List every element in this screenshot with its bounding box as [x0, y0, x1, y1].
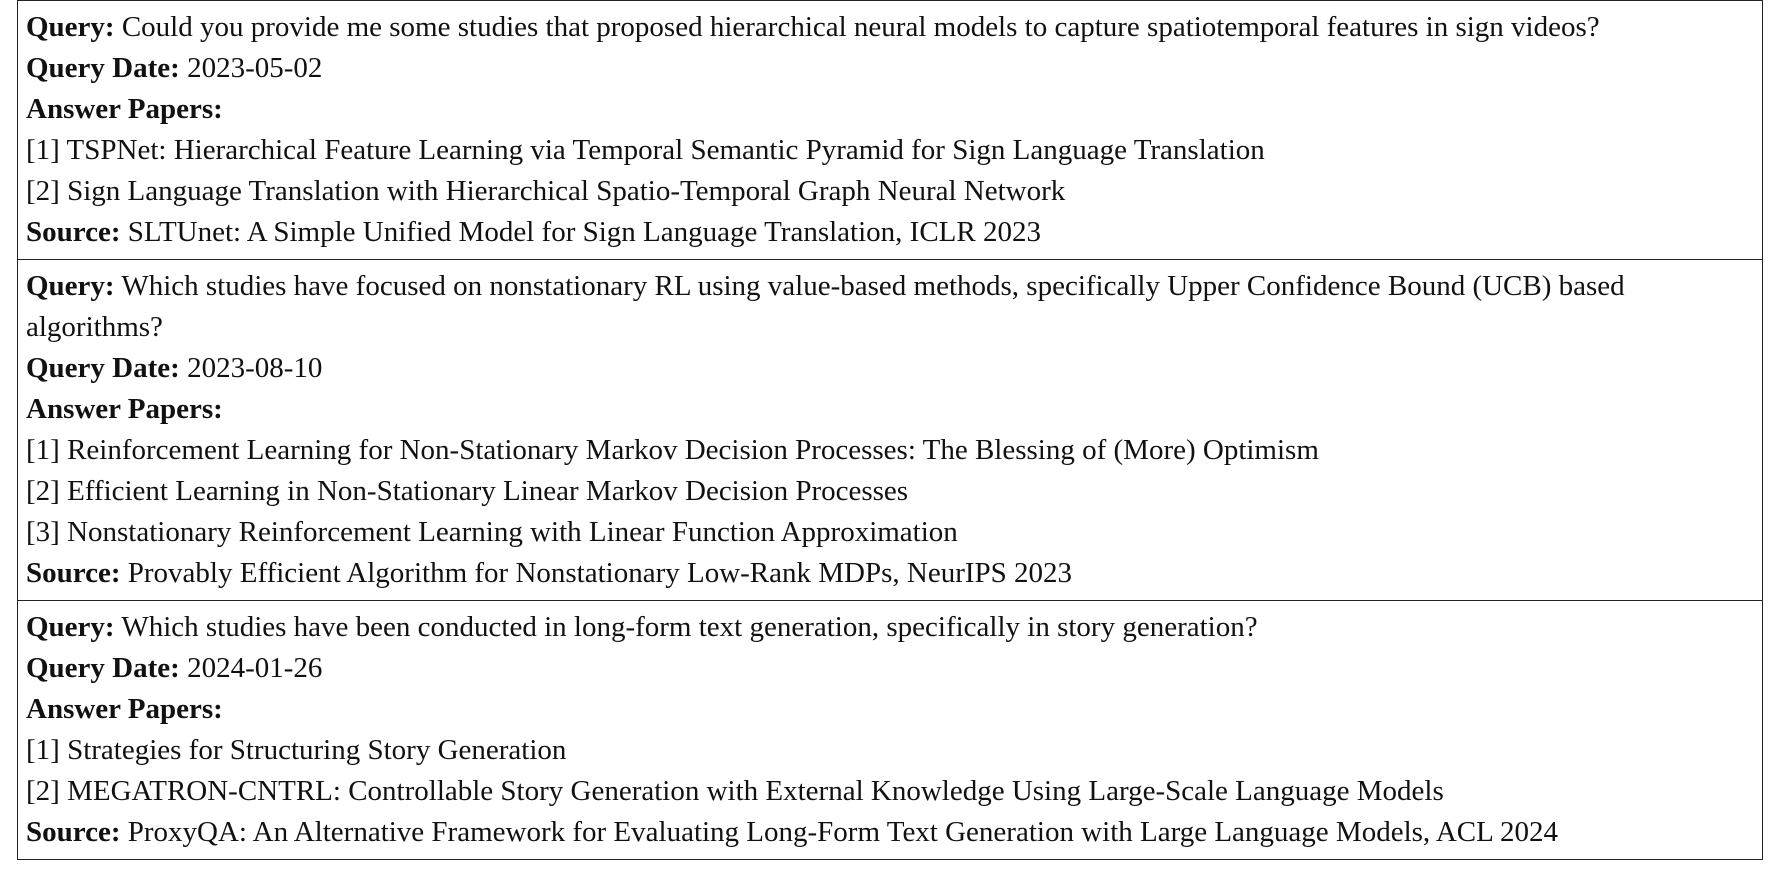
query-line [26, 266, 1752, 348]
query-date-value: 2024-01-26 [187, 652, 323, 684]
source-line [26, 212, 1752, 253]
query-date-line [26, 348, 1752, 389]
query-date-label: Query Date: [26, 652, 180, 684]
answer-paper-3: [3] Nonstationary Reinforcement Learning with Linear Function Approximation [26, 516, 958, 548]
query-entry-1 [18, 0, 1762, 259]
query-label: Query: [26, 611, 115, 643]
query-date-value: 2023-08-10 [187, 352, 323, 384]
query-text: Which studies have focused on nonstationary RL using value-based methods, specifically Upper Confidence Bound (UCB) based algorithms? [26, 270, 1625, 343]
query-label: Query: [26, 11, 115, 43]
query-date-line [26, 48, 1752, 89]
source-text: Provably Efficient Algorithm for Nonstationary Low-Rank MDPs, NeurIPS 2023 [127, 557, 1073, 589]
query-date-line [26, 648, 1752, 689]
answer-papers-label: Answer Papers: [26, 693, 223, 725]
query-examples-table [17, 0, 1763, 860]
answer-paper-1: [1] Strategies for Structuring Story Generation [26, 734, 567, 766]
source-label: Source: [26, 816, 121, 848]
answer-paper-2: [2] Sign Language Translation with Hierarchical Spatio-Temporal Graph Neural Network [26, 175, 1066, 207]
query-entry-2 [18, 259, 1762, 600]
query-date-value: 2023-05-02 [187, 52, 323, 84]
source-text: ProxyQA: An Alternative Framework for Evaluating Long-Form Text Generation with Large Language Models, ACL 2024 [127, 816, 1558, 848]
source-label: Source: [26, 557, 121, 589]
answer-papers-label: Answer Papers: [26, 93, 223, 125]
query-text: Which studies have been conducted in long-form text generation, specifically in story generation? [121, 611, 1258, 643]
answer-paper-1: [1] TSPNet: Hierarchical Feature Learning via Temporal Semantic Pyramid for Sign Language Translation [26, 134, 1265, 166]
query-text: Could you provide me some studies that proposed hierarchical neural models to capture spatiotemporal features in sign videos? [121, 11, 1600, 43]
query-date-label: Query Date: [26, 352, 180, 384]
query-label: Query: [26, 270, 115, 302]
query-date-label: Query Date: [26, 52, 180, 84]
answer-paper-1: [1] Reinforcement Learning for Non-Stationary Markov Decision Processes: The Blessing of (More) Optimism [26, 434, 1319, 466]
answer-papers-label: Answer Papers: [26, 393, 223, 425]
query-entry-3 [18, 600, 1762, 859]
source-text: SLTUnet: A Simple Unified Model for Sign Language Translation, ICLR 2023 [127, 216, 1041, 248]
source-line [26, 553, 1752, 594]
answer-paper-2: [2] MEGATRON-CNTRL: Controllable Story Generation with External Knowledge Using Large-Scale Language Models [26, 775, 1444, 807]
query-line [26, 7, 1752, 48]
source-line [26, 812, 1752, 853]
query-line [26, 607, 1752, 648]
answer-paper-2: [2] Efficient Learning in Non-Stationary Linear Markov Decision Processes [26, 475, 909, 507]
source-label: Source: [26, 216, 121, 248]
